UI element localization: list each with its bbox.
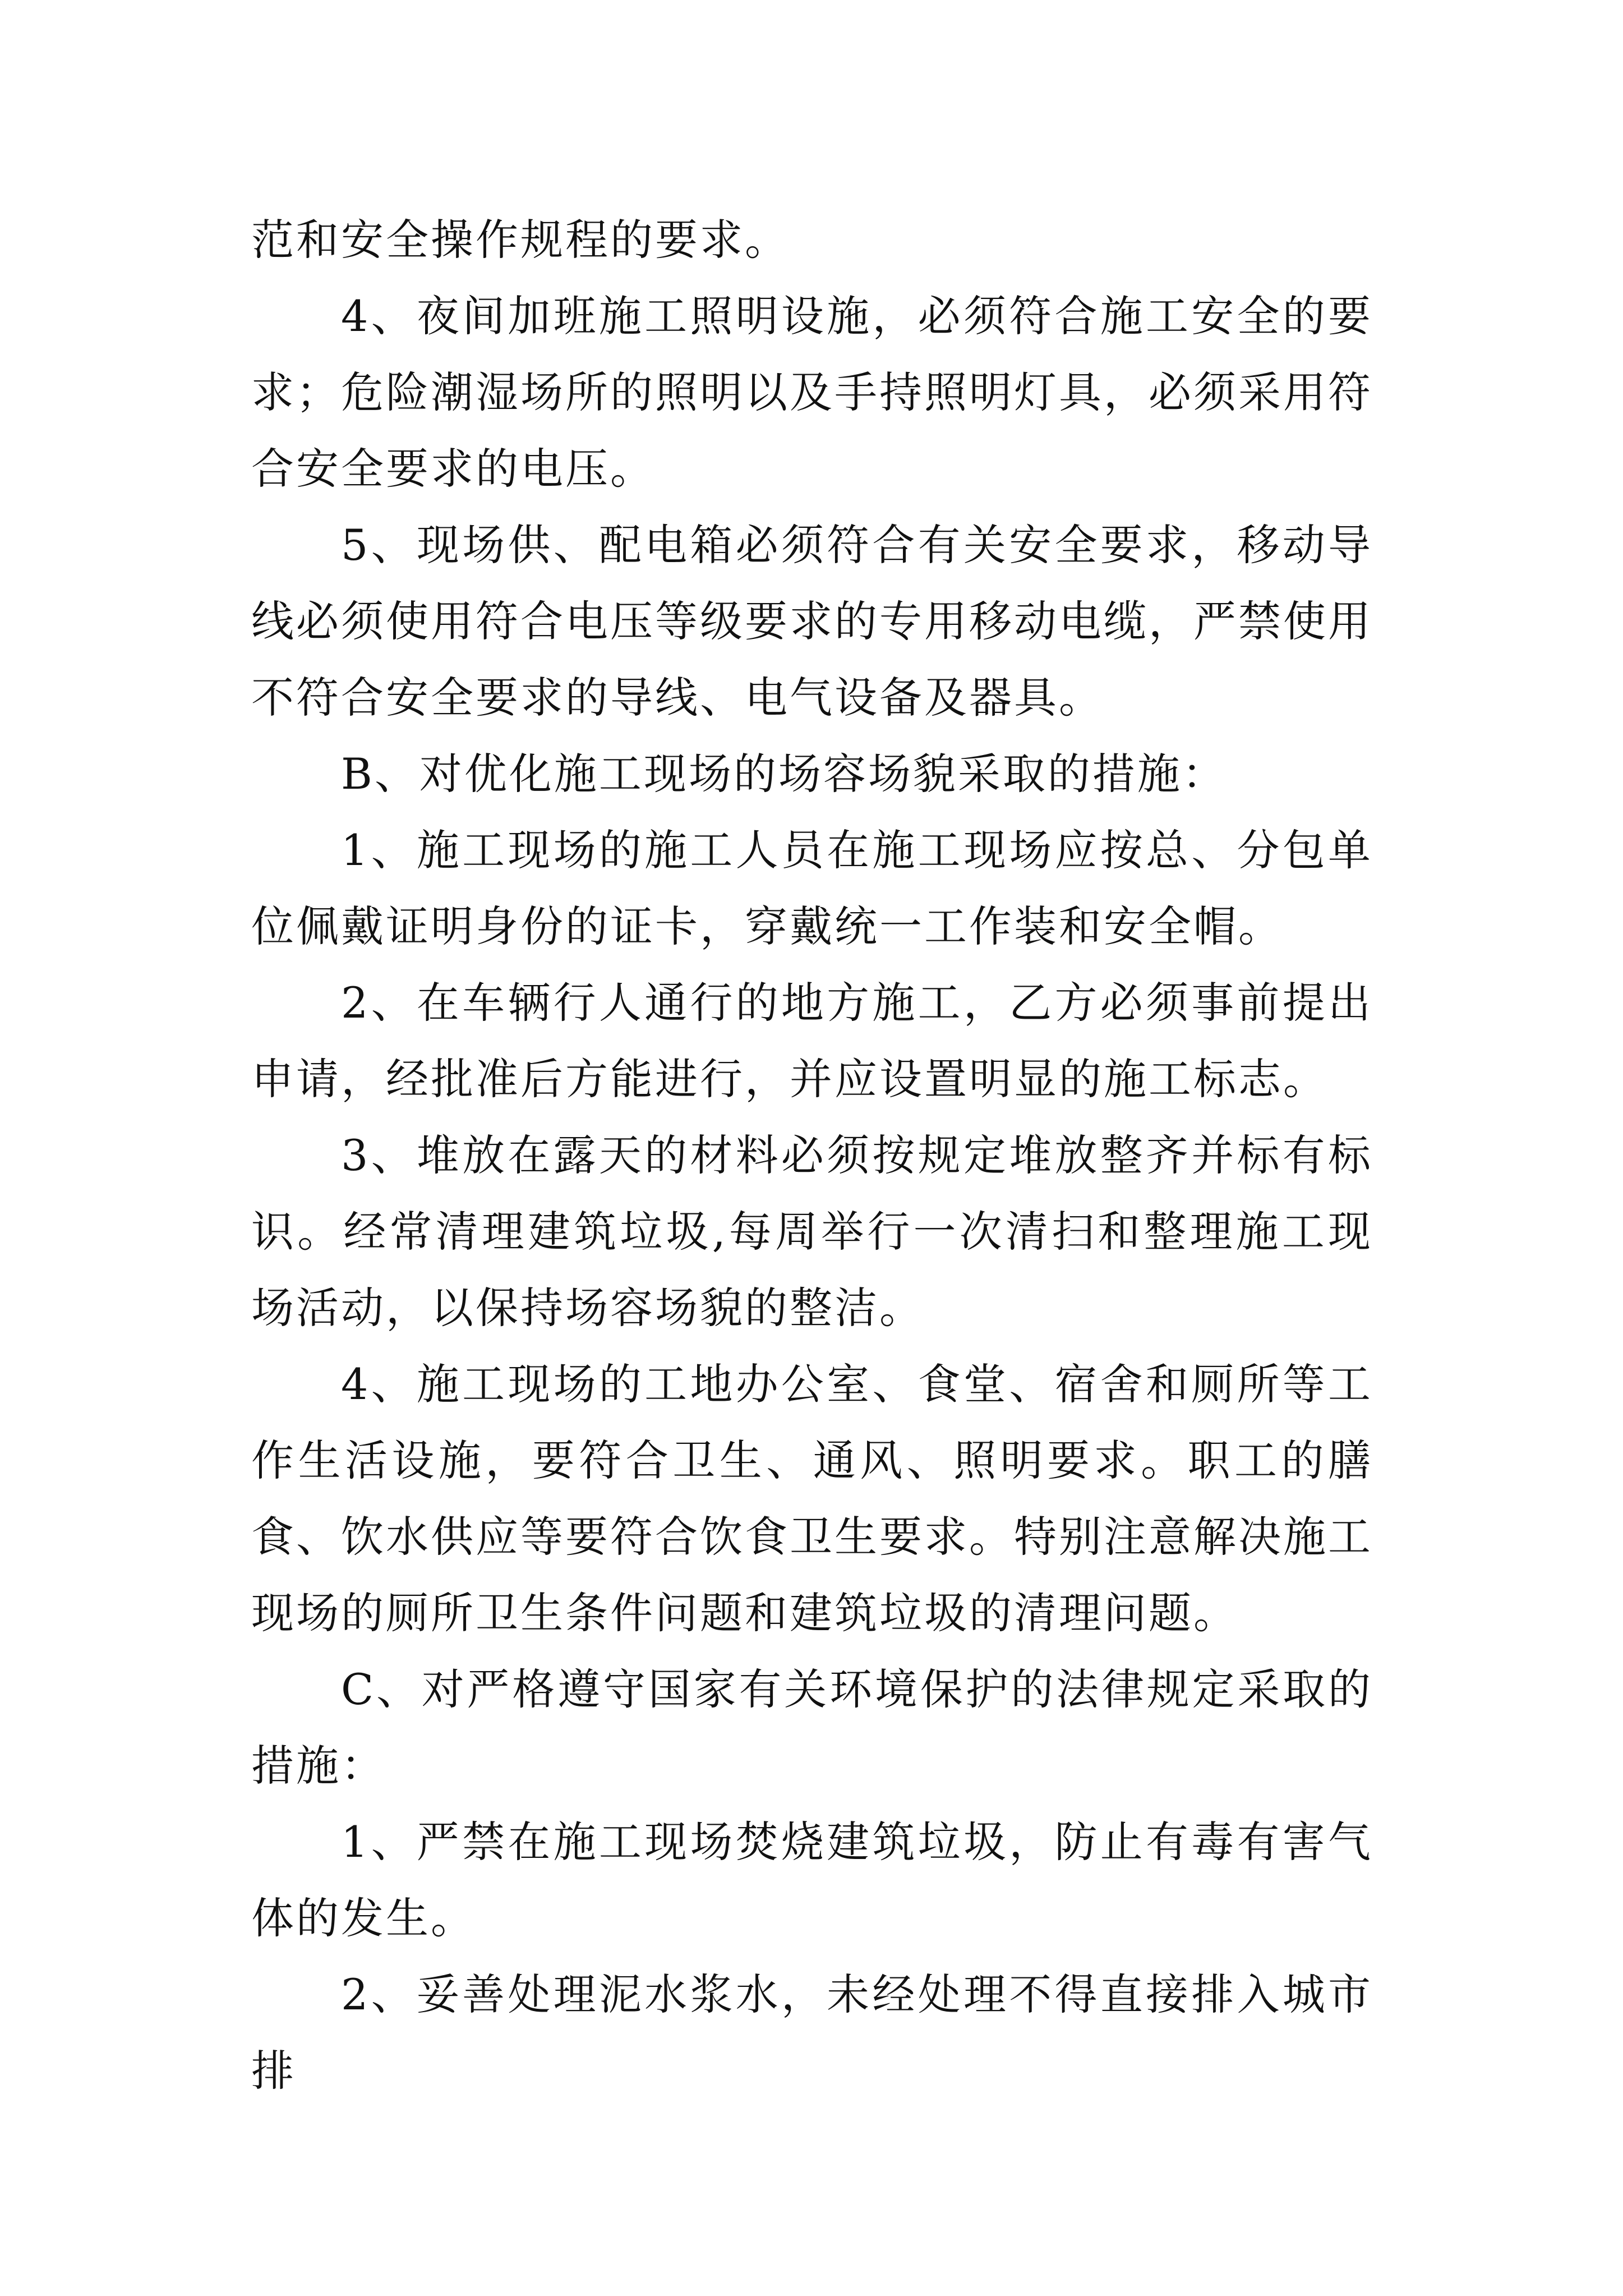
paragraph-c-item-1: 1、严禁在施工现场焚烧建筑垃圾，防止有毒有害气体的发生。: [251, 1817, 1373, 1943]
section-heading-b: B、对优化施工现场的场容场貌采取的措施：: [341, 749, 1227, 799]
paragraph-item-4-lighting: 4、夜间加班施工照明设施，必须符合施工安全的要求；危险潮湿场所的照明以及手持照明灯具，必须采用符合安全要求的电压。: [251, 291, 1373, 494]
paragraph-b-item-3: 3、堆放在露天的材料必须按规定堆放整齐并标有标识。经常清理建筑垃圾,每周举行一次清扫和整理施工现场活动，以保持场容场貌的整洁。: [251, 1130, 1373, 1333]
paragraph-c-item-2: 2、妥善处理泥水浆水，未经处理不得直接排入城市排: [251, 1970, 1373, 2096]
paragraph-b-item-1: 1、施工现场的施工人员在施工现场应按总、分包单位佩戴证明身份的证卡，穿戴统一工作装和安全帽。: [251, 825, 1373, 951]
document-body: [251, 202, 1373, 2109]
paragraph-continuation: 范和安全操作规程的要求。: [251, 215, 790, 265]
paragraph-item-5-power: 5、现场供、配电箱必须符合有关安全要求，移动导线必须使用符合电压等级要求的专用移动电缆，严禁使用不符合安全要求的导线、电气设备及器具。: [251, 520, 1373, 723]
paragraph-b-item-4: 4、施工现场的工地办公室、食堂、宿舍和厕所等工作生活设施，要符合卫生、通风、照明要求。职工的膳食、饮水供应等要符合饮食卫生要求。特别注意解决施工现场的厕所卫生条件问题和建筑垃圾的清理问题。: [251, 1359, 1373, 1638]
section-heading-c: C、对严格遵守国家有关环境保护的法律规定采取的措施：: [251, 1664, 1373, 1791]
paragraph-b-item-2: 2、在车辆行人通行的地方施工，乙方必须事前提出申请，经批准后方能进行，并应设置明显的施工标志。: [251, 978, 1373, 1104]
